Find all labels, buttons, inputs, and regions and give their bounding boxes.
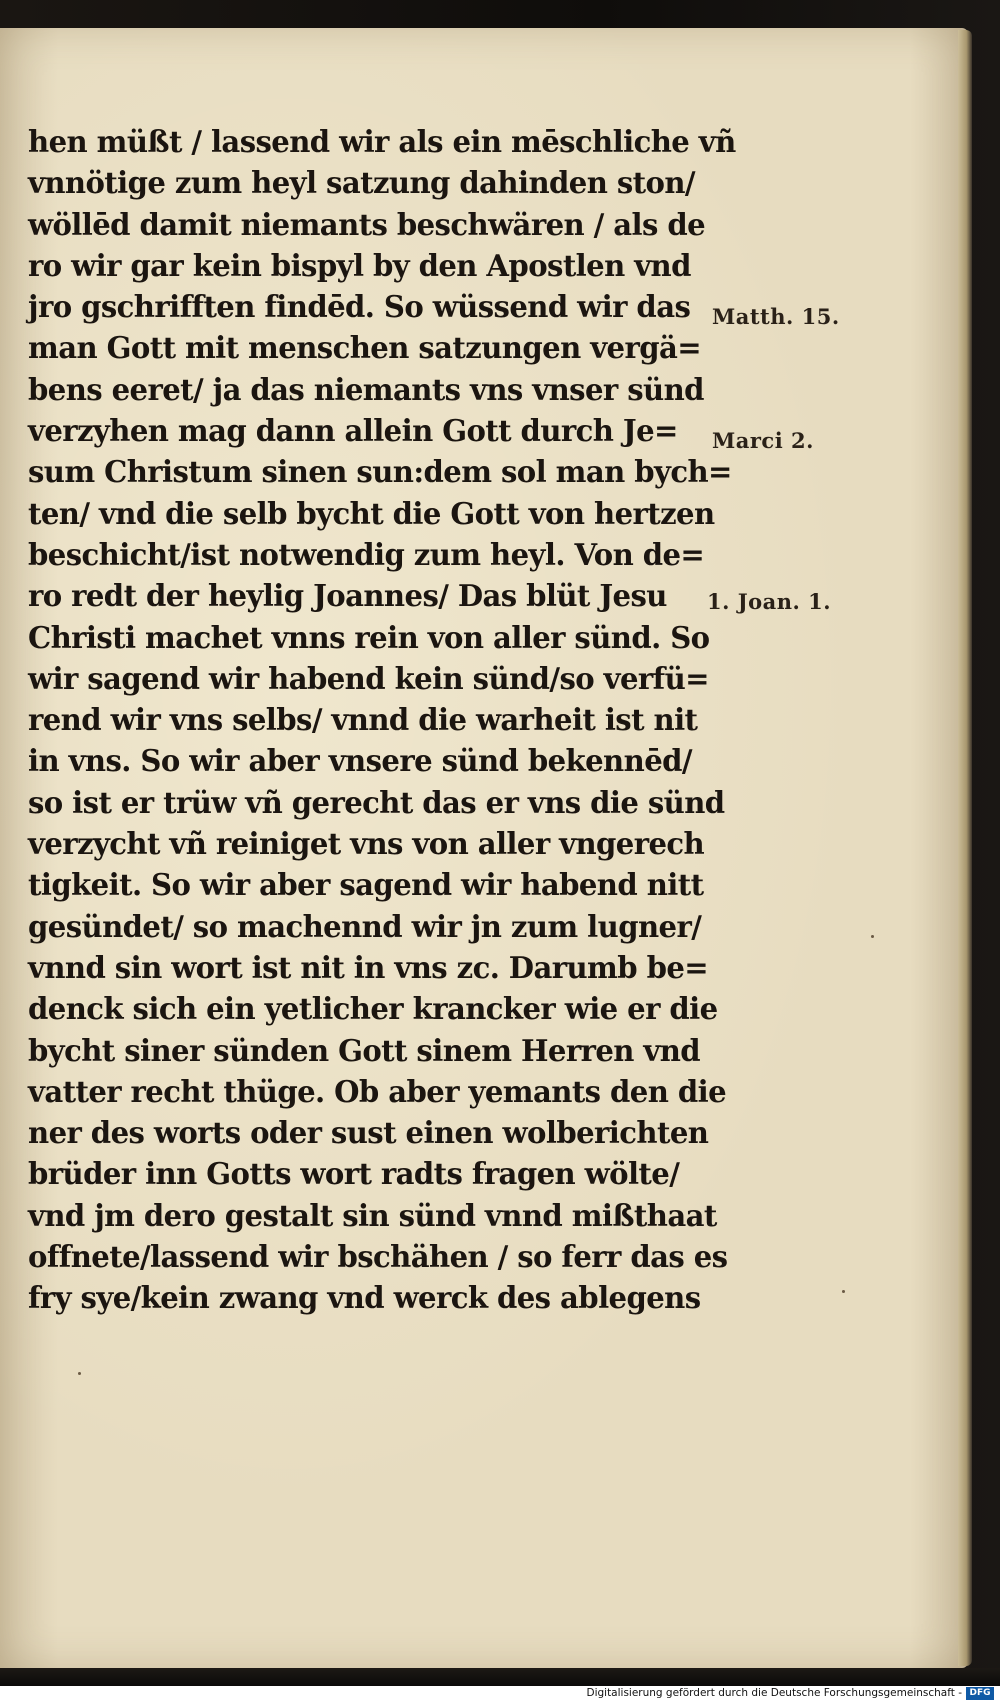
text-line: so ist er trüw vñ gerecht das er vns die sünd	[28, 785, 725, 821]
text-line: vnnd sin wort ist nit in vns zc. Darumb be=	[28, 950, 709, 986]
text-line: ro wir gar kein bispyl by den Apostlen vnd	[28, 248, 691, 284]
text-line: gesündet/ so machennd wir jn zum lugner/	[28, 909, 702, 945]
text-line: vnd jm dero gestalt sin sünd vnnd mißthaat	[28, 1198, 717, 1234]
text-line: Christi machet vnns rein von aller sünd. So	[28, 620, 710, 656]
text-line: verzyhen mag dann allein Gott durch Je=	[28, 414, 678, 450]
page-edge	[958, 30, 972, 1666]
text-line: hen müßt / lassend wir als ein mēschliche vñ	[28, 125, 736, 160]
text-line: bycht siner sünden Gott sinem Herren vnd	[28, 1033, 701, 1069]
text-line: wöllēd damit niemants beschwären / als de	[28, 207, 706, 243]
text-line: sum Christum sinen sun:dem sol man bych=	[28, 455, 732, 491]
text-line: brüder inn Gotts wort radts fragen wölte/	[28, 1157, 680, 1193]
text-line: vatter recht thüge. Ob aber yemants den die	[28, 1074, 727, 1110]
text-line: wir sagend wir habend kein sünd/so verfü=	[28, 661, 709, 697]
text-line: man Gott mit menschen satzungen vergä=	[28, 331, 702, 367]
text-line: verzycht vñ reiniget vns von aller vngerech	[28, 827, 705, 863]
text-line: ner des worts oder sust einen wolberichten	[28, 1116, 709, 1152]
dfg-logo: DFG	[966, 1687, 994, 1700]
text-line: rend wir vns selbs/ vnnd die warheit ist nit	[28, 703, 698, 739]
marginal-note-mark: Marci 2.	[712, 428, 814, 453]
text-line: fry sye/kein zwang vnd werck des ablegens	[28, 1281, 701, 1317]
text-line: ro redt der heylig Joannes/ Das blüt Jesu	[28, 579, 667, 615]
text-line: offnete/lassend wir bschähen / so ferr das es	[28, 1240, 728, 1276]
text-line: jro gschrifften findēd. So wüssend wir das	[28, 290, 691, 326]
digitization-credit: Digitalisierung gefördert durch die Deutsche Forschungsgemeinschaft -	[586, 1687, 962, 1699]
body-text	[28, 122, 736, 1320]
text-line: tigkeit. So wir aber sagend wir habend nitt	[28, 868, 704, 904]
marginal-note-john: 1. Joan. 1.	[707, 589, 832, 614]
text-line: in vns. So wir aber vnsere sünd bekennēd/	[28, 744, 692, 780]
text-line: vnnötige zum heyl satzung dahinden ston/	[28, 166, 695, 202]
text-line: bens eeret/ ja das niemants vns vnser sünd	[28, 372, 704, 408]
ink-speck	[78, 1372, 81, 1375]
marginal-note-matthew: Matth. 15.	[712, 304, 840, 329]
ink-speck	[842, 1290, 845, 1293]
text-line: beschicht/ist notwendig zum heyl. Von de=	[28, 537, 705, 573]
footer-bar	[0, 1686, 1000, 1701]
text-line: ten/ vnd die selb bycht die Gott von hertzen	[28, 496, 715, 532]
ink-speck	[871, 935, 874, 938]
text-line: denck sich ein yetlicher krancker wie er die	[28, 992, 718, 1028]
scan-bottom-edge	[0, 1668, 1000, 1686]
